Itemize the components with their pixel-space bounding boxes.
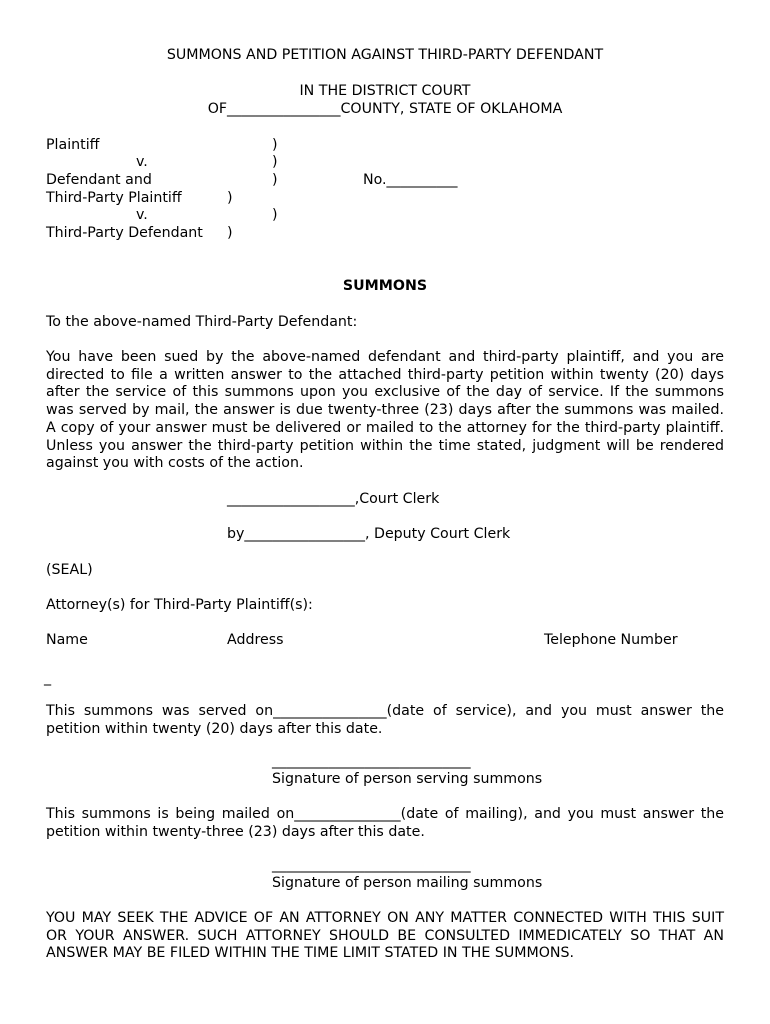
caption-third-party-plaintiff: Third-Party Plaintiff bbox=[46, 190, 182, 206]
caption-paren: ) bbox=[272, 207, 278, 223]
court-line-2: OF________________COUNTY, STATE OF OKLAHOMA bbox=[207, 101, 563, 117]
caption-plaintiff: Plaintiff bbox=[46, 137, 100, 153]
salutation: To the above-named Third-Party Defendant: bbox=[46, 314, 358, 330]
attorney-advice-paragraph: YOU MAY SEEK THE ADVICE OF AN ATTORNEY ON ANY MATTER CONNECTED WITH THIS SUIT OR YOUR ANSWER. SUCH ATTORNEY SHOULD BE CONSULTED IMMEDICATELY SO THAT AN ANSWER MAY BE FILED WITHIN THE TIME LIMIT STATED IN THE SUMMONS. bbox=[46, 910, 724, 962]
court-clerk-line: __________________,Court Clerk bbox=[227, 491, 440, 507]
court-line-1: IN THE DISTRICT COURT bbox=[299, 83, 471, 99]
caption-paren: ) bbox=[272, 137, 278, 153]
column-name: Name bbox=[46, 632, 88, 648]
caption-paren: ) bbox=[227, 225, 233, 241]
caption-paren: ) bbox=[272, 172, 278, 188]
mailed-paragraph: This summons is being mailed on_______________(date of mailing), and you must answer the petition within twenty-three (23) days after this date. bbox=[46, 806, 724, 840]
column-telephone: Telephone Number bbox=[544, 632, 678, 648]
caption-defendant: Defendant and bbox=[46, 172, 152, 188]
attorneys-label: Attorney(s) for Third-Party Plaintiff(s): bbox=[46, 597, 313, 613]
served-paragraph: This summons was served on________________(date of service), and you must answer the petition within twenty (20) days after this date. bbox=[46, 703, 724, 737]
caption-paren: ) bbox=[272, 154, 278, 170]
seal-label: (SEAL) bbox=[46, 562, 93, 578]
serving-signature-label: Signature of person serving summons bbox=[272, 771, 543, 787]
case-number: No.__________ bbox=[363, 172, 458, 188]
blank-line-mark: _ bbox=[44, 670, 52, 686]
column-address: Address bbox=[227, 632, 284, 648]
summons-heading: SUMMONS bbox=[342, 278, 428, 294]
body-paragraph: You have been sued by the above-named defendant and third-party plaintiff, and you are directed to file a written answer to the attached third-party petition within twenty (20) days after the service of this summons upon you exclusive of the day of service. If the summons was served by mail, the answer is due twenty-three (23) days after the summons was mailed. A copy of your answer must be delivered or mailed to the attorney for the third-party plaintiff. Unless you answer the third-party petition within the time stated, judgment will be rendered against you with costs of the action. bbox=[46, 349, 724, 472]
caption-paren: ) bbox=[227, 190, 233, 206]
mailing-signature-label: Signature of person mailing summons bbox=[272, 875, 543, 891]
deputy-clerk-line: by_________________, Deputy Court Clerk bbox=[227, 526, 511, 542]
document-title: SUMMONS AND PETITION AGAINST THIRD-PARTY DEFENDANT bbox=[166, 47, 604, 63]
caption-versus: v. bbox=[136, 154, 148, 170]
caption-third-party-defendant: Third-Party Defendant bbox=[46, 225, 203, 241]
caption-versus: v. bbox=[136, 207, 148, 223]
mailing-signature-line: ____________________________ bbox=[272, 857, 471, 873]
serving-signature-line: ____________________________ bbox=[272, 753, 471, 769]
